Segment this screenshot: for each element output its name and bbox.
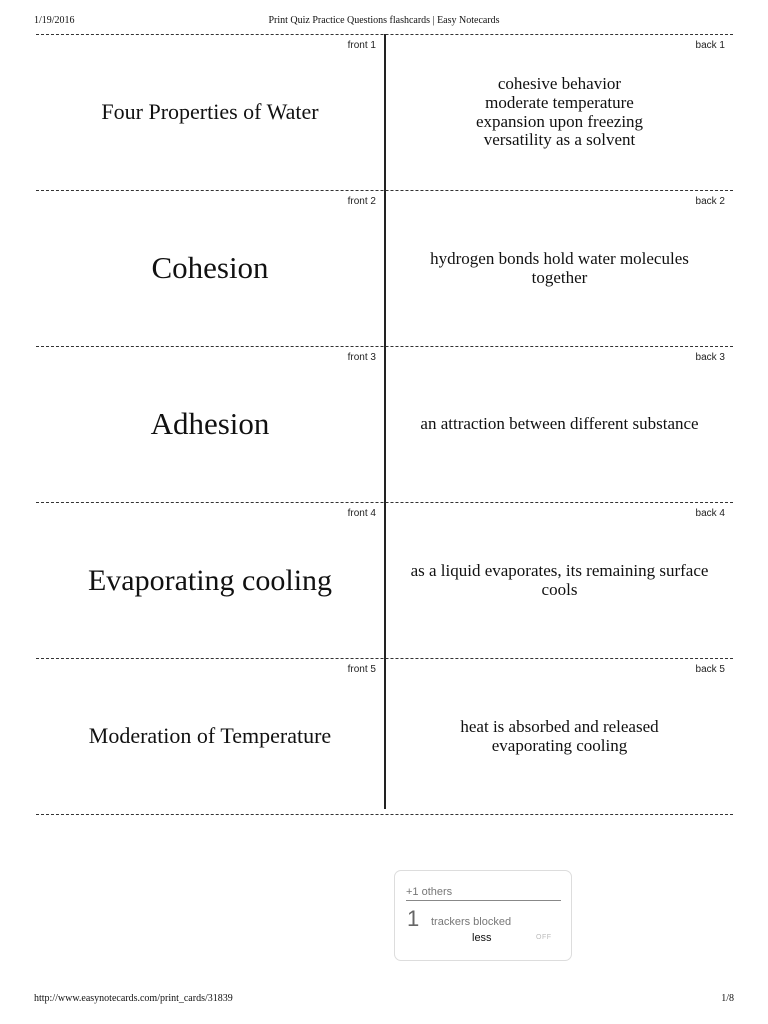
back-definition	[476, 75, 643, 150]
front-label: front 3	[347, 352, 376, 363]
card-row-3	[36, 346, 733, 502]
card-row-5	[36, 658, 733, 815]
back-definition	[430, 250, 689, 287]
definition-line: as a liquid evaporates, its remaining surface	[410, 560, 709, 580]
card-back-3	[386, 347, 733, 502]
card-back-2	[386, 191, 733, 346]
definition-line: cohesive behavior	[497, 74, 622, 94]
card-front-1	[36, 35, 384, 190]
definition-line: together	[531, 267, 588, 287]
definition-line: versatility as a solvent	[483, 130, 636, 150]
definition-line: moderate temperature	[485, 92, 634, 112]
tracker-blocker-widget	[394, 870, 572, 961]
front-term: Evaporating cooling	[87, 564, 333, 597]
front-term: Adhesion	[150, 406, 270, 442]
card-back-4	[386, 503, 733, 658]
others-link[interactable]: +1 others	[406, 886, 561, 901]
page-number: 1/8	[721, 993, 734, 1004]
less-toggle-link[interactable]: less	[472, 932, 492, 944]
front-term: Moderation of Temperature	[88, 723, 332, 749]
definition-line: hydrogen bonds hold water molecules	[430, 248, 689, 268]
front-label: front 5	[347, 664, 376, 675]
card-row-1	[36, 34, 733, 190]
card-row-4	[36, 502, 733, 658]
print-date: 1/19/2016	[34, 15, 75, 26]
definition-line: an attraction between different substance	[420, 414, 699, 434]
card-front-4	[36, 503, 384, 658]
definition-line: expansion upon freezing	[475, 111, 644, 131]
front-label: front 2	[347, 196, 376, 207]
front-label: front 4	[347, 508, 376, 519]
card-row-2	[36, 190, 733, 346]
off-toggle[interactable]: OFF	[536, 934, 552, 941]
definition-line: heat is absorbed and released	[460, 716, 659, 736]
card-front-2	[36, 191, 384, 346]
definition-line: evaporating cooling	[491, 735, 628, 755]
front-term: Cohesion	[151, 250, 269, 286]
back-definition	[420, 415, 698, 434]
flashcard-table	[36, 34, 733, 815]
back-label: back 3	[695, 352, 725, 363]
back-definition	[460, 718, 658, 755]
back-label: back 1	[695, 40, 725, 51]
front-term: Four Properties of Water	[101, 99, 319, 125]
tracker-count: 1	[407, 906, 420, 931]
back-label: back 5	[695, 664, 725, 675]
definition-line: cools	[541, 579, 578, 599]
card-front-3	[36, 347, 384, 502]
card-front-5	[36, 659, 384, 814]
trackers-blocked-label: trackers blocked	[431, 916, 512, 928]
front-label: front 1	[347, 40, 376, 51]
back-label: back 2	[695, 196, 725, 207]
back-definition	[411, 562, 709, 599]
card-back-5	[386, 659, 733, 814]
page-url: http://www.easynotecards.com/print_cards/31839	[34, 993, 233, 1004]
card-back-1	[386, 35, 733, 190]
back-label: back 4	[695, 508, 725, 519]
page-title: Print Quiz Practice Questions flashcards | Easy Notecards	[268, 15, 500, 26]
